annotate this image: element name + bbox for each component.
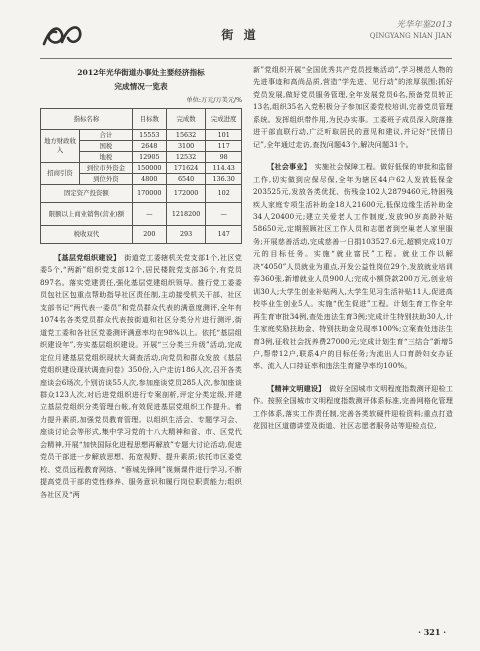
page-header xyxy=(0,0,480,62)
progress-cell: 147 xyxy=(206,226,242,244)
progress-cell: 98 xyxy=(206,152,242,163)
progress-cell: — xyxy=(206,203,242,226)
table-header-cell: 指标名称 xyxy=(41,109,133,130)
table-row xyxy=(41,226,242,244)
section-tag: 【社会事业】 xyxy=(267,162,308,172)
progress-cell: 101 xyxy=(206,130,242,141)
table-header-cell: 完成进度 xyxy=(206,109,242,130)
left-column xyxy=(40,64,242,501)
done-cell: 172000 xyxy=(166,185,206,203)
target-cell: 4800 xyxy=(132,174,166,185)
row-label-cell: 地税 xyxy=(80,152,133,163)
progress-cell: 114.43 xyxy=(206,163,242,174)
paragraph-continued xyxy=(253,64,453,151)
paragraph-party-building xyxy=(40,252,242,501)
target-cell: 12905 xyxy=(132,152,166,163)
economic-indicator-table xyxy=(40,108,242,244)
book-title: 光华年鉴2013 xyxy=(396,20,452,30)
page-number: · 321 · xyxy=(418,627,446,637)
row-label-cell: 到位外资 xyxy=(80,174,133,185)
row-label-cell: 国税 xyxy=(80,141,133,152)
done-cell: 3100 xyxy=(166,141,206,152)
target-cell: 200 xyxy=(132,226,166,244)
book-title-pinyin: QINGYANG NIAN JIAN xyxy=(369,32,452,40)
target-cell: 2648 xyxy=(132,141,166,152)
table-header-cell: 目标数 xyxy=(132,109,166,130)
done-cell: 15632 xyxy=(166,130,206,141)
group-label-cell: 地方财政收入 xyxy=(41,130,80,163)
target-cell: 150000 xyxy=(132,163,166,174)
row-label-cell: 限额以上商业销售(营业)额 xyxy=(41,203,133,226)
table-header-cell: 完成数 xyxy=(166,109,206,130)
group-label-cell: 招商引资 xyxy=(41,163,80,185)
paragraph-text: 街道党工委辖机关党支部1个,社区党委5个,“两新”组织党支部12个,居民楼院党支部36个,有党员897名。落实党建责任,强化基层党建组织领导。推行党工委委员包社区包重点帮助指导社区责任制,主动接受机关干部、社区支部书记“两代表一委员”和党员群众代表的满意度测评,全年有1074名各类党员群众代表按街道和社区分类分片进行测评,街道党工委和各社区党委测评满意率均在98%以上。依托“基层组织建设年”,夯实基层组织建设。开展“三分类三升级”活动,完成定位月建基层党组织现状大调查活动,向党员和群众发放《基层党组织建设现状调查问卷》350份,入户走访186人次,召开各类座谈会6场次,个别访谈55人次,参加座谈党员285人次,参加座谈群众123人次,对后进党组织进行专案剖析,评定分类定级,并建立基层党组织分类管理台帐,有效促进基层党组织工作提升。着力提升素质,加强党员教育管理。以组织生活会、专题学习会、座谈讨论会等形式,集中学习党的十八大精神和省、市、区党代会精神,开展“加快国际化进程思想再解放”专题大讨论活动,促进党员干部进一步解放思想、拓宽视野、提升素质;依托市区委党校、党员远程教育网络、“蓉城先锋网”视频课件进行学习,不断提高党员干部的党性修养、服务意识和履行岗位职责能力;组织各社区及“两 xyxy=(40,253,242,499)
table-title xyxy=(40,66,242,94)
section-tag: 【基层党组织建设】 xyxy=(54,253,117,262)
table-row xyxy=(41,185,242,203)
table-row xyxy=(41,163,242,174)
book-title-block xyxy=(370,20,452,42)
done-cell: 12532 xyxy=(166,152,206,163)
progress-cell: 136.30 xyxy=(206,174,242,185)
target-cell: — xyxy=(132,203,166,226)
right-column xyxy=(253,64,453,433)
header-rule xyxy=(40,58,452,59)
section-tag: 【精神文明建设】 xyxy=(267,383,322,393)
row-label-cell: 合计 xyxy=(80,130,133,141)
done-cell: 6540 xyxy=(166,174,206,185)
done-cell: 171624 xyxy=(166,163,206,174)
row-label-cell: 固定资产投资额 xyxy=(41,185,133,203)
table-header-row xyxy=(41,109,242,130)
paragraph-text: 做好全国城市文明程度指数测评迎检工作。按照全国城市文明程度指数测评体系标准,完善网格化管理工作体系,落实工作责任制,完善各类软硬件迎检资料;重点打造花园社区道德讲堂及街道、社区志愿者服务站等迎检点位, xyxy=(253,383,453,431)
table-title-line1: 2012年光华街道办事处主要经济指标 xyxy=(77,68,205,77)
paragraph-text: 实施社会保障工程。做好低保的审批和监督工作,切实做到应保尽保,全年为辖区44户62人发放低保金203525元,发放各类优抚、伤残金102人2879460元,特困残疾人家庭专项生活补助金18人21600元,低保边缘生活补助金34人20400元;建立关爱老人工作制度,发放90岁高龄补贴58650元,定期照顾社区工作人员和志愿者到空巢老人家里服务;开展慈善活动,完成慈善一日捐103527.6元,超额完成10万元的目标任务。实施“就业富民”工程。就业工作以解决“4050”人员就业为重点,开发公益性岗位29个,发放就业培训券360张,新增就业人员900人;完成小额贷款200万元,创业培训30人;大学生创业补贴两人,大学生见习生活补贴11人,促进高校毕业生创业5人。实施“优生促进”工程。计划生育工作全年再生育审批34例,查处违法生育3例;完成计生特别扶助30人,计生家庭奖励扶助金、特别扶助金兑现率100%;立案查处违法生育3例,征收社会抚养费27000元;完成计划生育“三结合”新增5户,帮带12户,联系4户的目标任务;为流出人口育龄妇女办证率、流入人口持证率和违法生育避孕率均100%。 xyxy=(253,162,453,371)
row-label-cell: 税收双代 xyxy=(41,226,133,244)
progress-cell: 117 xyxy=(206,141,242,152)
table-row xyxy=(41,130,242,141)
section-title: 街 道 xyxy=(221,28,259,42)
row-label-cell: 到位市外资金 xyxy=(80,163,133,174)
done-cell: 293 xyxy=(166,226,206,244)
progress-cell: 102 xyxy=(206,185,242,203)
table-row xyxy=(41,203,242,226)
paragraph-text: 新”党组织开展“全国优秀共产党员授集活动”,学习模范人物的先进事迹和高尚品质,营造“学先进、见行动”的浓厚氛围;抓好党员发展,做好党员服务管理,全年发展党员6名,预备党员转正13名,组织35名入党积极分子参加区委党校培训,完善党员管理系统。发挥组织带作用,为民办实事。工委班子成员深入院落推进干部直联行动,广泛听取居民的意见和建议,并记好“民情日记”,全年通过走访,查找问题43个,解决问题31个。 xyxy=(253,65,453,149)
target-cell: 15553 xyxy=(132,130,166,141)
paragraph-social-affairs xyxy=(253,161,453,373)
table-title-line2: 完成情况一览表 xyxy=(114,82,168,91)
table-unit: 单位:万元/万美元/% xyxy=(186,97,242,104)
done-cell: 1218200 xyxy=(166,203,206,226)
paragraph-spiritual-civilization xyxy=(253,383,453,433)
target-cell: 170000 xyxy=(132,185,166,203)
